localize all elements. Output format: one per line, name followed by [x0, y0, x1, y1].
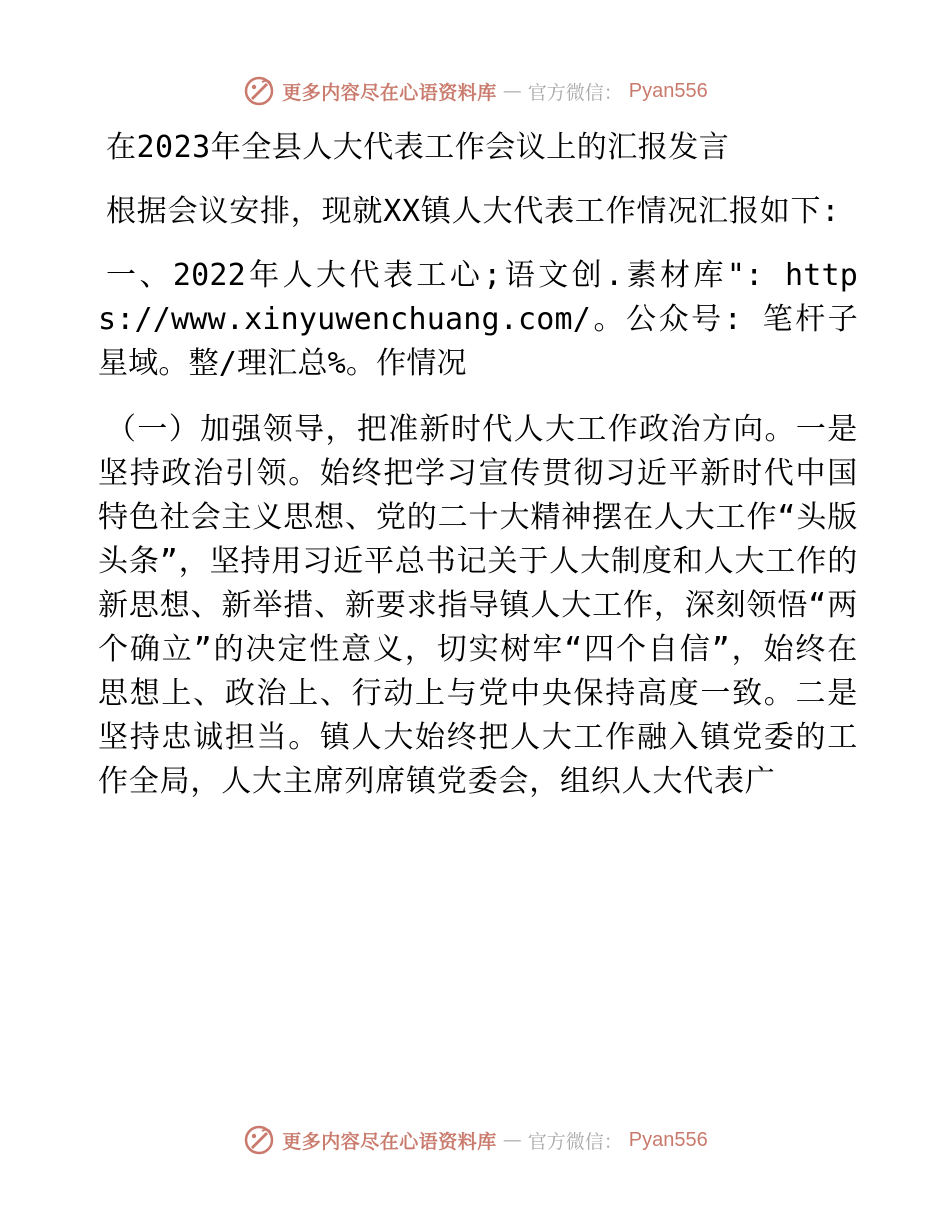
watermark-main-text: 更多内容尽在心语资料库	[282, 81, 497, 104]
subsection-paragraph-1: （一）加强领导，把准新时代人大工作政治方向。一是坚持政治引领。始终把学习宣传贯彻习近平新时代中国特色社会主义思想、党的二十大精神摆在人大工作“头版头条”，坚持用习近平总书记关于人大制度和人大工作的新思想、新举措、新要求指导镇人大工作，深刻领悟“两个确立”的决定性意义，切实树牢“四个自信”，始终在思想上、政治上、行动上与党中央保持高度一致。二是坚持忠诚担当。镇人大始终把人大工作融入镇党委的工作全局，人大主席列席镇党委会，组织人大代表广	[98, 412, 858, 799]
watermark-header	[0, 71, 950, 111]
watermark-dash: —	[502, 1129, 522, 1151]
page-title: 在2023年全县人大代表工作会议上的汇报发言	[106, 130, 730, 165]
watermark-wechat-id: Pyan556	[628, 1128, 708, 1151]
watermark-footer	[0, 1120, 950, 1160]
quill-seal-icon	[242, 1123, 276, 1157]
quill-seal-icon	[242, 74, 276, 108]
watermark-dash: —	[502, 80, 522, 102]
watermark-sub-text: 官方微信：	[527, 81, 623, 104]
intro-paragraph: 根据会议安排，现就XX镇人大代表工作情况汇报如下:	[106, 194, 841, 229]
document-body	[98, 122, 858, 804]
watermark-wechat-id: Pyan556	[628, 79, 708, 102]
watermark-main-text: 更多内容尽在心语资料库	[282, 1130, 497, 1153]
watermark-sub-text: 官方微信：	[527, 1130, 623, 1153]
section-heading-1: 一、2022年人大代表工心;语文创.素材库": https://www.xinyuwenchuang.com/。公众号: 笔杆子星域。整/理汇总%。作情况	[98, 258, 858, 381]
